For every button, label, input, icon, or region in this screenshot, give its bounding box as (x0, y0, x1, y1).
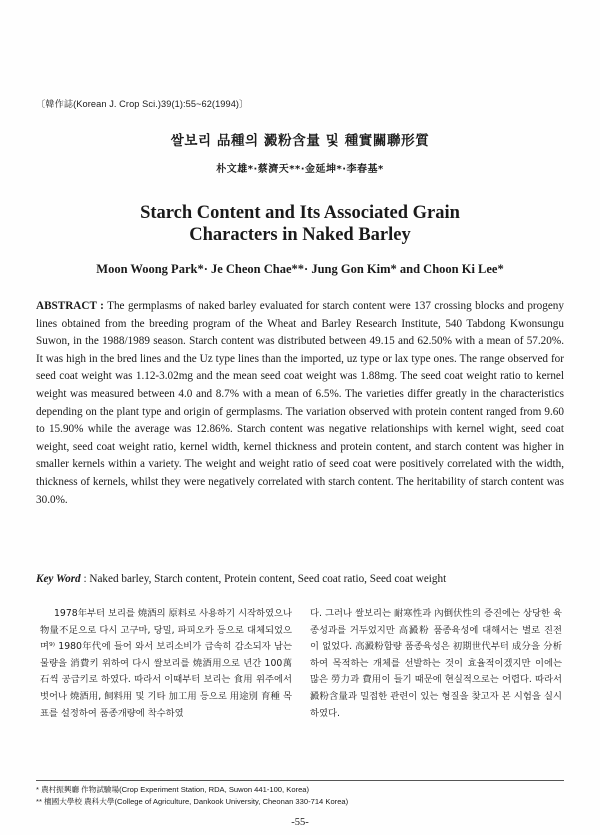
english-title-line-2: Characters in Naked Barley (189, 225, 411, 245)
footnote-1: * 農村振興廳 作物試驗場(Crop Experiment Station, RDA, Suwon 441-100, Korea) (36, 785, 310, 794)
keywords-label: Key Word (36, 573, 81, 585)
keywords-text: : Naked barley, Starch content, Protein content, Seed coat ratio, Seed coat weight (83, 573, 447, 585)
english-title (0, 202, 600, 246)
abstract-body: The germplasms of naked barley evaluated for starch content were 137 crossing blocks and progeny lines obtained from the breeding program of the Wheat and Barley Research Institute, 540 Tabdong Kwonsungu Suwon, in the 1988/1989 season. Starch content was distributed between 49.15 and 62.50% with a mean of 57.20%. It was high in the bred lines and the Uz type lines than the imported, uz type or lax type ones. The range observed for seed coat weight was 1.12-3.02mg and the mean seed coat weight was 1.88mg. The seed coat weight ratio to kernel weight was measured between 4.0 and 8.7% with a mean of 6.5%. The varieties differ greatly in the characteristics depending on the plant type and origin of germplasms. The variation observed with protein content ranged from 9.60 to 15.90% while the average was 12.86%. Starch content was negative relationships with kernel wight, seed coat weight, seed coat weight ratio, kernel width, kernel thickness and protein content, and starch content was higher in smaller kernels within a variety. The weight and weight ratio of seed coat were positively correlated with the width, thickness of kernels, whilst they were negatively correlated with starch content. The heritability of starch content was 30.0%. (36, 300, 564, 506)
body-column-left: 1978年부터 보리를 燒酒의 原料로 사용하기 시작하였으나 物量不足으로 다시 고구마, 당밀, 파피오카 등으로 대체되었으며⁹⁾ 1980年代에 들어 와서 보리소비가 급속히 감소되자 남는 물량을 消費키 위하여 다시 쌀보리를 燒酒用으로 년간 100萬石씩 공급키로 하였다. 따라서 이때부터 보리는 食用 위주에서 벗어나 燒酒用, 飼料用 및 기타 加工用 등으로 用途別 育種 목표를 설정하여 품종개량에 착수하였 (40, 608, 292, 719)
abstract-label: ABSTRACT : (36, 300, 104, 312)
korean-title: 쌀보리 品種의 澱粉含量 및 種實關聯形質 (170, 133, 430, 149)
journal-citation: 〔韓作誌(Korean J. Crop Sci.)39(1):55~62(1994)〕 (36, 99, 249, 109)
korean-authors: 朴文雄*·蔡濟天**·金延坤*·李春基* (216, 164, 384, 175)
footnote-divider (36, 780, 564, 781)
keywords (36, 573, 564, 585)
abstract (36, 298, 564, 509)
body-column-right: 다. 그러나 쌀보리는 耐寒性과 內倒伏性의 증진에는 상당한 육종성과를 거두었지만 高澱粉 품종육성에 대해서는 별로 진전이 없었다. 高澱粉함량 품종육성은 初期世代부터 成分을 分析하여 목적하는 개체를 선발하는 것이 효율적이겠지만 이에는 많은 勞力과 費用이 들기 때문에 현실적으로는 어렵다. 따라서 澱粉含量과 밀접한 관련이 있는 형질을 찾고자 본 시험을 실시하였다. (310, 608, 562, 719)
english-title-line-1: Starch Content and Its Associated Grain (140, 203, 460, 223)
page-number: -55- (291, 817, 309, 828)
english-authors: Moon Woong Park*· Je Cheon Chae**· Jung Gon Kim* and Choon Ki Lee* (96, 262, 504, 276)
footnote-2: ** 檀國大學校 農科大學(College of Agriculture, Dankook University, Cheonan 330-714 Korea) (36, 797, 349, 806)
